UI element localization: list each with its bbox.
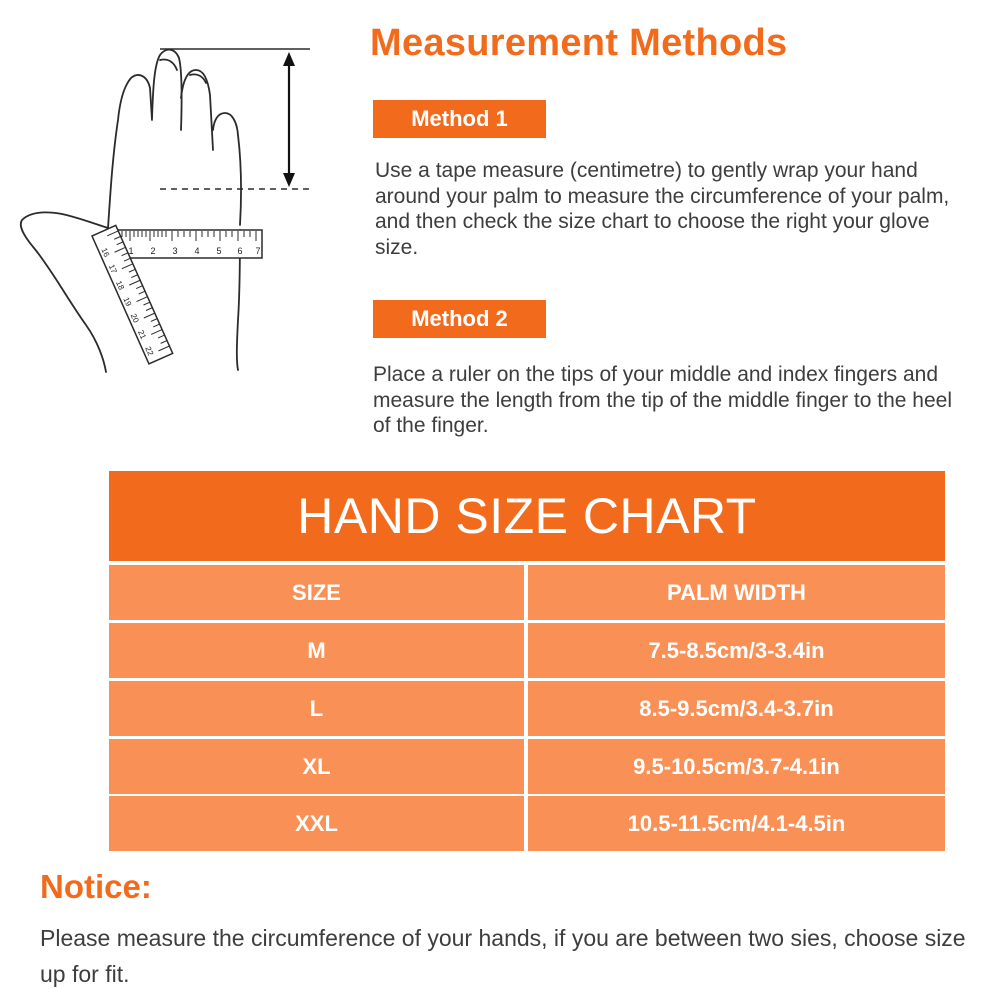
method-1-badge: Method 1 (373, 100, 546, 138)
ruler-number: 1 (128, 246, 134, 256)
chart-title: HAND SIZE CHART (109, 471, 945, 561)
table-row (109, 796, 945, 851)
method-2-text: Place a ruler on the tips of your middle and index fingers and measure the length from the tip of the middle finger to the heel of the finger. (373, 363, 953, 437)
method-2-badge: Method 2 (373, 300, 546, 338)
size-cell: XXL (109, 796, 524, 851)
table-row (109, 623, 945, 678)
ruler-number: 2 (150, 246, 156, 256)
ruler-number: 7 (255, 246, 261, 256)
size-cell: M (109, 623, 524, 678)
table-header-row (109, 565, 945, 620)
page-title: Measurement Methods (370, 22, 788, 64)
header-palm-width: PALM WIDTH (528, 565, 945, 620)
palm-width-cell: 7.5-8.5cm/3-3.4in (528, 623, 945, 678)
palm-width-cell: 9.5-10.5cm/3.7-4.1in (528, 739, 945, 794)
ruler-number: 3 (172, 246, 178, 256)
ruler-number: 5 (216, 246, 222, 256)
size-cell: XL (109, 739, 524, 794)
table-row (109, 739, 945, 794)
header-size: SIZE (109, 565, 524, 620)
hand-size-chart (109, 471, 945, 851)
tape-number: 22 (143, 345, 156, 358)
size-cell: L (109, 681, 524, 736)
palm-width-cell: 10.5-11.5cm/4.1-4.5in (528, 796, 945, 851)
tape-number: 17 (106, 262, 119, 275)
tape-number: 16 (99, 246, 112, 259)
tape-number: 21 (136, 328, 148, 341)
hand-measurement-illustration (10, 40, 330, 385)
table-row (109, 681, 945, 736)
palm-width-cell: 8.5-9.5cm/3.4-3.7in (528, 681, 945, 736)
ruler-number: 4 (194, 246, 200, 256)
notice-title: Notice: (40, 868, 152, 905)
tape-number: 18 (114, 279, 126, 292)
notice-text: Please measure the circumference of your hands, if you are between two sies, choose size up for fit. (40, 925, 966, 987)
ruler-number: 6 (237, 246, 243, 256)
tape-number: 19 (121, 295, 134, 308)
method-1-text: Use a tape measure (centimetre) to gently wrap your hand around your palm to measure the circumference of your palm, and then check the size chart to choose the right your glove size. (375, 159, 950, 259)
tape-number: 20 (128, 312, 141, 325)
